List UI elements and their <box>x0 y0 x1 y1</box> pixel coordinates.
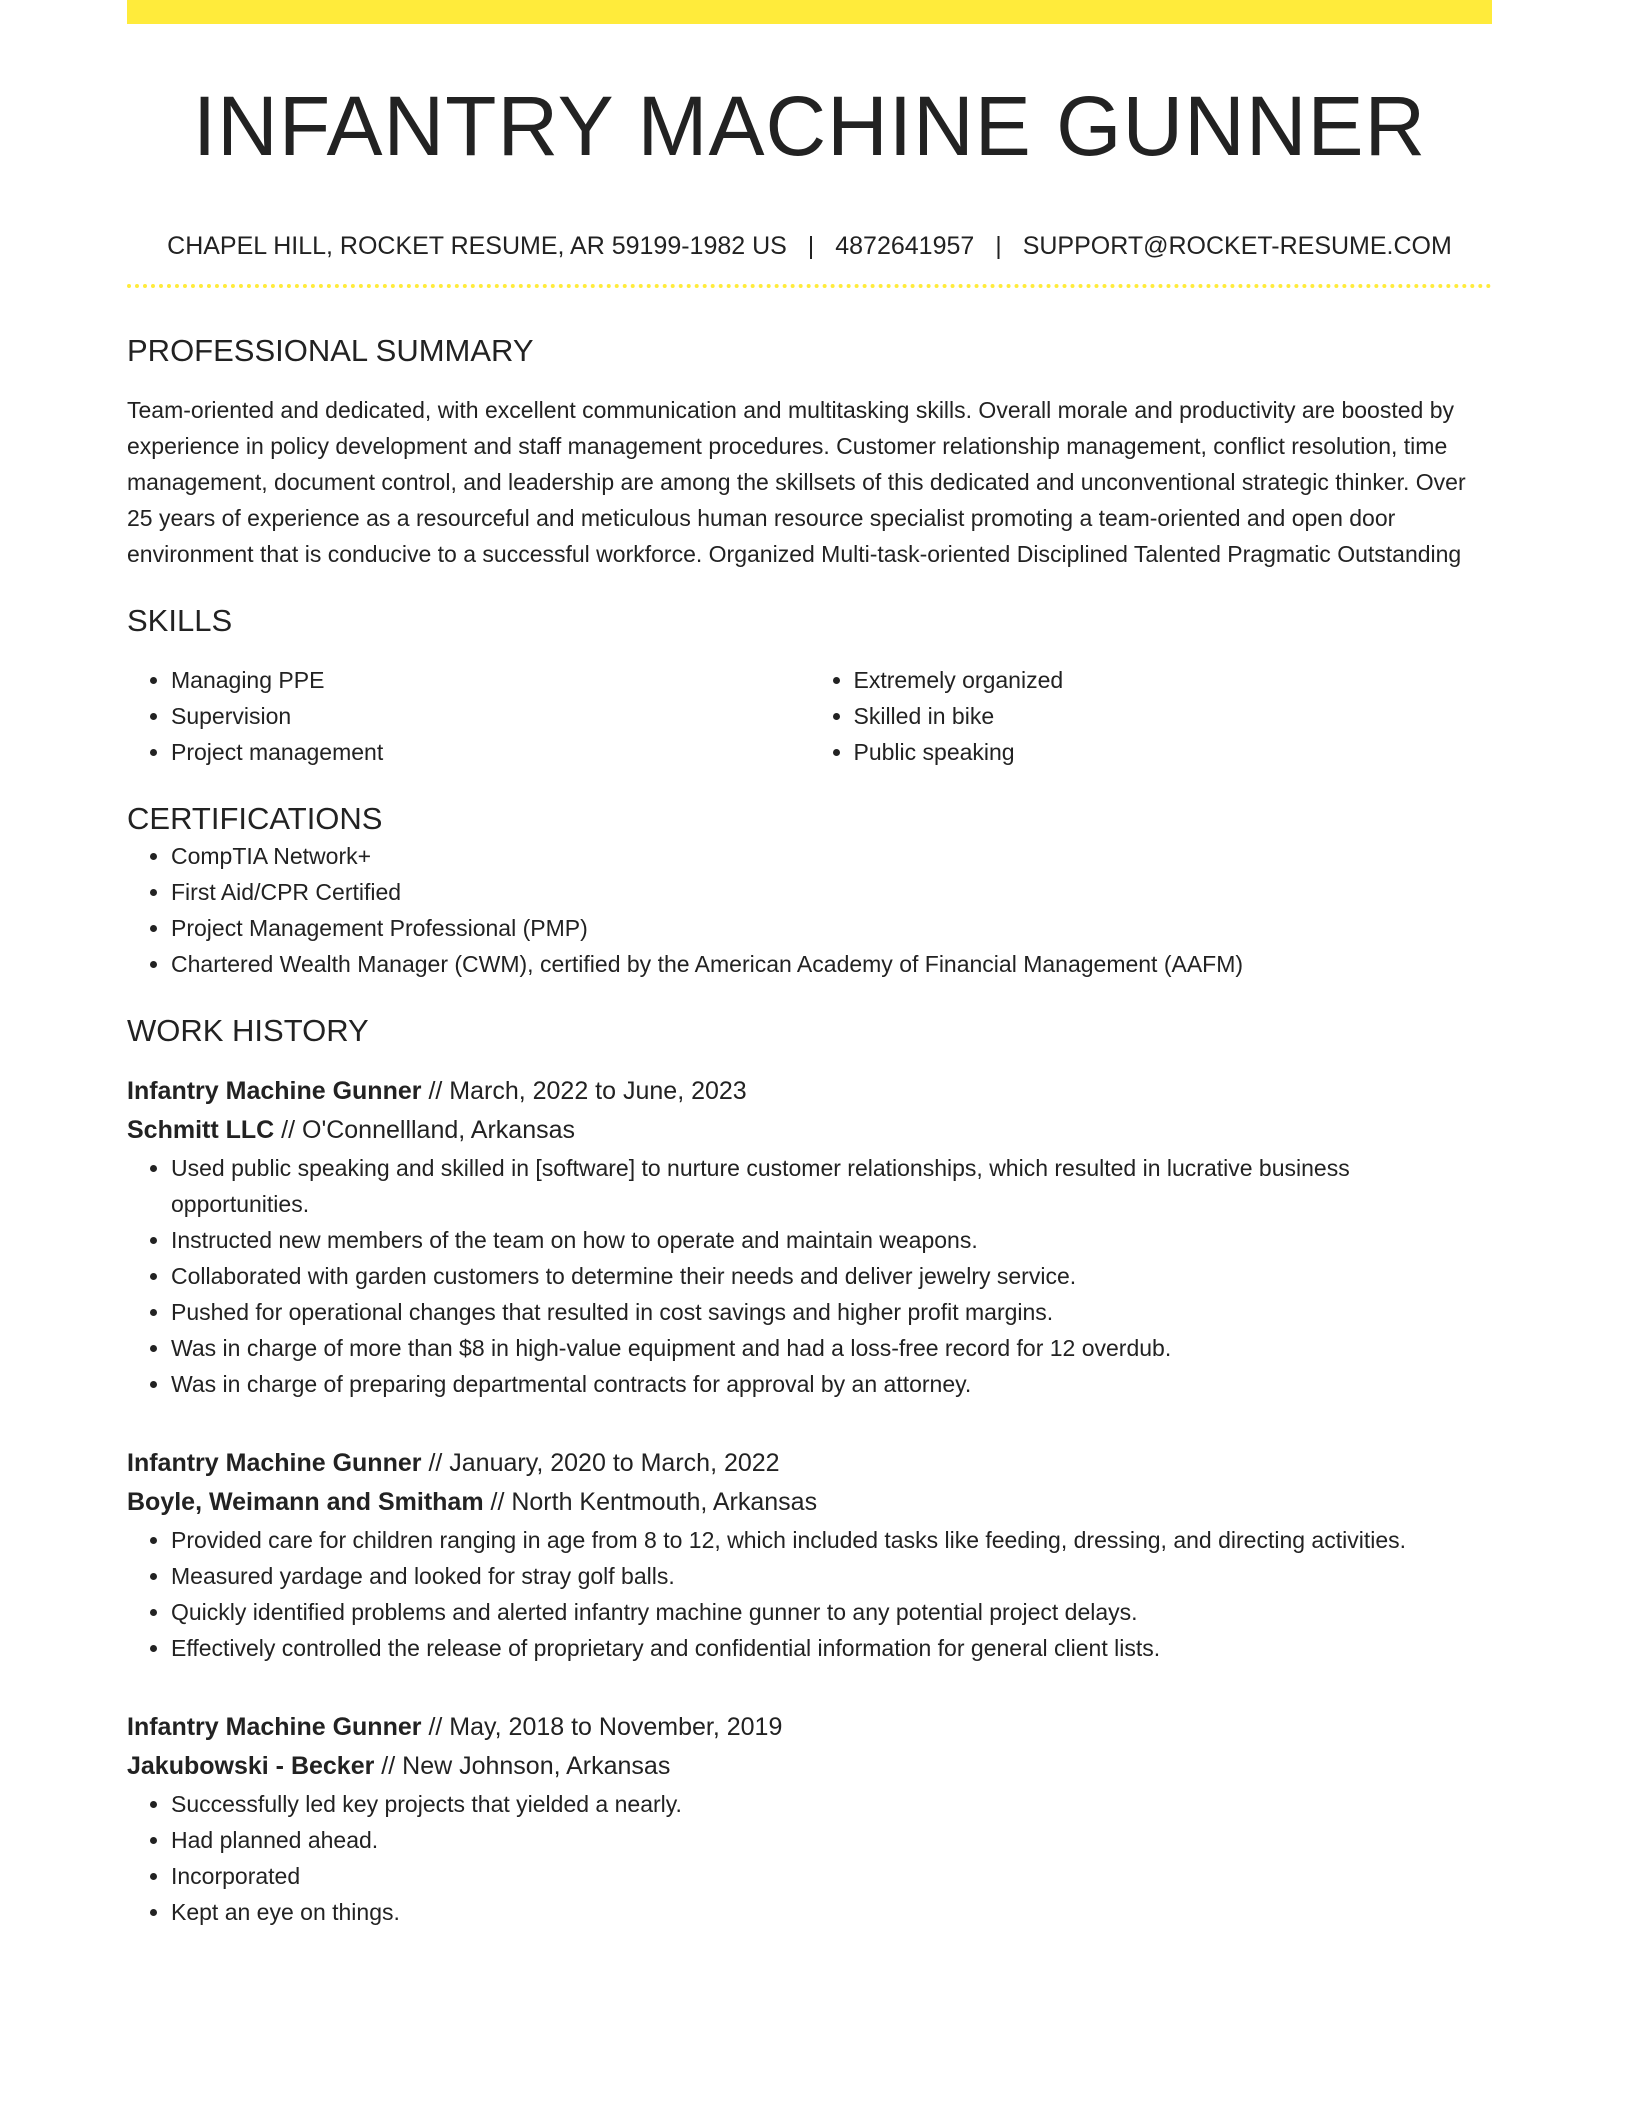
contact-separator: | <box>995 232 1002 260</box>
skills-grid <box>127 662 1492 770</box>
job-duty: • Pushed for operational changes that resulted in cost savings and higher profit margins. <box>171 1294 1492 1330</box>
job-location: // O'Connellland, Arkansas <box>281 1116 575 1144</box>
job-dates: // May, 2018 to November, 2019 <box>428 1713 783 1741</box>
header-divider <box>127 284 1492 288</box>
skill-item: • Project management <box>171 734 810 770</box>
job-duties-list <box>127 1522 1492 1666</box>
job-dates: // March, 2022 to June, 2023 <box>428 1077 747 1105</box>
job-role: Infantry Machine Gunner <box>127 1713 422 1741</box>
summary-heading: PROFESSIONAL SUMMARY <box>127 333 534 368</box>
skills-heading: SKILLS <box>127 603 233 638</box>
job-duty: • Measured yardage and looked for stray golf balls. <box>171 1558 1492 1594</box>
job-entry <box>127 1708 1492 1930</box>
job-title-line <box>127 1444 1492 1483</box>
certification-item: • First Aid/CPR Certified <box>171 874 1492 910</box>
job-duties-list <box>127 1150 1492 1402</box>
job-company-line <box>127 1747 1492 1786</box>
job-duty: • Used public speaking and skilled in [software] to nurture customer relationships, which resulted in lucrative business opportunities. <box>171 1150 1492 1222</box>
skill-item: • Public speaking <box>854 734 1493 770</box>
job-company: Jakubowski - Becker <box>127 1752 375 1780</box>
job-duty: • Kept an eye on things. <box>171 1894 1492 1930</box>
job-title-line <box>127 1072 1492 1111</box>
job-duty: • Instructed new members of the team on how to operate and maintain weapons. <box>171 1222 1492 1258</box>
skill-item: • Skilled in bike <box>854 698 1493 734</box>
job-duty: • Collaborated with garden customers to determine their needs and deliver jewelry service. <box>171 1258 1492 1294</box>
top-accent-bar <box>127 0 1492 24</box>
job-company-line <box>127 1483 1492 1522</box>
job-company-line <box>127 1111 1492 1150</box>
job-duty: • Successfully led key projects that yielded a nearly. <box>171 1786 1492 1822</box>
job-duty: • Quickly identified problems and alerted infantry machine gunner to any potential project delays. <box>171 1594 1492 1630</box>
skill-item: • Supervision <box>171 698 810 734</box>
job-duty: • Effectively controlled the release of proprietary and confidential information for general client lists. <box>171 1630 1492 1666</box>
certification-item: • CompTIA Network+ <box>171 838 1492 874</box>
job-duty: • Had planned ahead. <box>171 1822 1492 1858</box>
job-role: Infantry Machine Gunner <box>127 1077 422 1105</box>
contact-email: SUPPORT@ROCKET-RESUME.COM <box>1022 232 1452 260</box>
job-title-line <box>127 1708 1492 1747</box>
contact-line <box>127 230 1492 262</box>
contact-separator: | <box>807 232 815 260</box>
work-history-heading: WORK HISTORY <box>127 1013 369 1048</box>
skill-item: • Extremely organized <box>854 662 1493 698</box>
certification-item: • Project Management Professional (PMP) <box>171 910 1492 946</box>
job-location: // North Kentmouth, Arkansas <box>490 1488 818 1516</box>
job-duty: • Incorporated <box>171 1858 1492 1894</box>
certification-item: • Chartered Wealth Manager (CWM), certified by the American Academy of Financial Management (AAFM) <box>171 946 1492 982</box>
candidate-name: INFANTRY MACHINE GUNNER <box>192 79 1427 173</box>
job-duty: • Was in charge of more than $8 in high-value equipment and had a loss-free record for 12 overdub. <box>171 1330 1492 1366</box>
certifications-list <box>127 838 1492 982</box>
skill-item: • Managing PPE <box>171 662 810 698</box>
job-entry <box>127 1072 1492 1402</box>
job-role: Infantry Machine Gunner <box>127 1449 422 1477</box>
job-duties-list <box>127 1786 1492 1930</box>
contact-address: CHAPEL HILL, ROCKET RESUME, AR 59199-1982 US <box>167 232 787 260</box>
contact-phone: 4872641957 <box>835 232 975 260</box>
job-duty: • Was in charge of preparing departmental contracts for approval by an attorney. <box>171 1366 1492 1402</box>
summary-text: Team-oriented and dedicated, with excellent communication and multitasking skills. Overall morale and productivity are boosted by experience in policy development and staff management procedures. Customer relationship management, conflict resolution, time management, document control, and leadership are among the skillsets of this dedicated and unconventional strategic thinker. Over 25 years of experience as a resourceful and meticulous human resource specialist promoting a team-oriented and open door environment that is conducive to a successful workforce. Organized Multi-task-oriented Disciplined Talented Pragmatic Outstanding <box>127 397 1466 567</box>
job-company: Boyle, Weimann and Smitham <box>127 1488 484 1516</box>
resume-page <box>127 0 1492 1930</box>
skills-list-right <box>810 662 1493 770</box>
job-entry <box>127 1444 1492 1666</box>
certifications-heading: CERTIFICATIONS <box>127 801 383 836</box>
job-location: // New Johnson, Arkansas <box>381 1752 671 1780</box>
job-dates: // January, 2020 to March, 2022 <box>428 1449 780 1477</box>
job-duty: • Provided care for children ranging in age from 8 to 12, which included tasks like feeding, dressing, and directing activities. <box>171 1522 1492 1558</box>
job-company: Schmitt LLC <box>127 1116 275 1144</box>
skills-list-left <box>127 662 810 770</box>
